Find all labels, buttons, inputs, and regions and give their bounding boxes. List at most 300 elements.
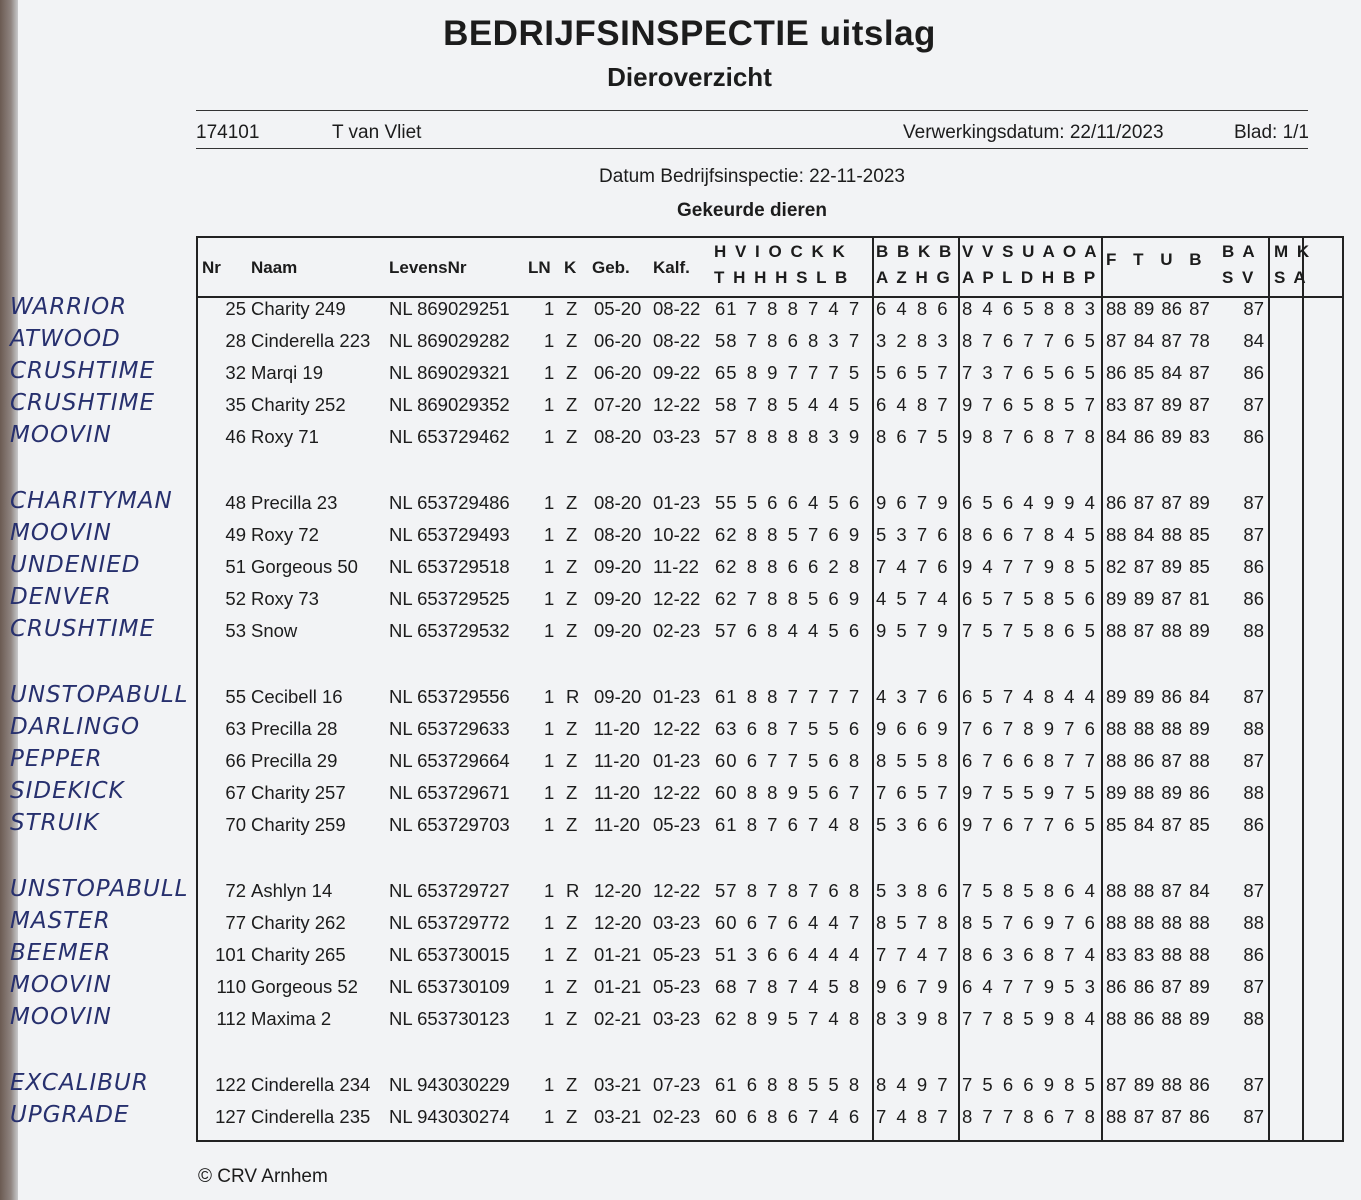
cell-nr: 122	[215, 1074, 246, 1095]
cell-naam: Cecibell 16	[251, 686, 343, 707]
cell-levensnr: NL 869029321	[389, 362, 510, 383]
cell-kalf: 03-23	[653, 912, 701, 933]
cell-geb: 01-21	[594, 976, 642, 997]
table-row	[198, 1008, 1342, 1040]
document-title: BEDRIJFSINSPECTIE uitslag	[443, 14, 936, 53]
cell-nr: 51	[225, 556, 246, 577]
table-row	[198, 298, 1342, 330]
handwritten-note: DARLINGO	[10, 714, 141, 740]
cell-k: Z	[566, 1074, 578, 1095]
table-row	[198, 976, 1342, 1008]
cell-g3: 6 5 7 4 8 4 4	[962, 686, 1096, 707]
handwritten-note: UNSTOPABULL	[10, 876, 189, 902]
cell-ftub: 84 86 89 83	[1106, 426, 1210, 447]
cell-g1: 62 8 8 5 7 6 9	[715, 524, 861, 545]
cell-bas: 87	[1243, 686, 1264, 707]
table-row	[198, 524, 1342, 556]
cell-bas: 86	[1243, 556, 1264, 577]
cell-geb: 08-20	[594, 524, 642, 545]
cell-kalf: 12-22	[653, 394, 701, 415]
cell-levensnr: NL 653730109	[389, 976, 510, 997]
cell-geb: 01-21	[594, 944, 642, 965]
cell-g2: 5 3 8 6	[876, 880, 949, 901]
cell-bas: 84	[1243, 330, 1264, 351]
cell-levensnr: NL 653730015	[389, 944, 510, 965]
cell-levensnr: NL 653729518	[389, 556, 510, 577]
cell-g3: 8 5 7 6 9 7 6	[962, 912, 1096, 933]
table-row	[198, 782, 1342, 814]
cell-ftub: 89 89 86 84	[1106, 686, 1210, 707]
cell-bas: 88	[1243, 718, 1264, 739]
cell-ftub: 89 88 89 86	[1106, 782, 1210, 803]
cell-levensnr: NL 653729772	[389, 912, 510, 933]
cell-naam: Marqi 19	[251, 362, 323, 383]
cell-geb: 03-21	[594, 1106, 642, 1127]
cell-kalf: 02-23	[653, 620, 701, 641]
cell-ln: 1	[544, 1106, 555, 1127]
cell-bas: 86	[1243, 426, 1264, 447]
cell-k: Z	[566, 718, 578, 739]
cell-naam: Precilla 23	[251, 492, 338, 513]
handwritten-note: PEPPER	[10, 746, 103, 772]
cell-bas: 87	[1243, 1106, 1264, 1127]
handwritten-note: CRUSHTIME	[10, 390, 155, 416]
cell-k: Z	[566, 1008, 578, 1029]
cell-g3: 6 4 7 7 9 5 3	[962, 976, 1096, 997]
cell-levensnr: NL 869029251	[389, 298, 510, 319]
cell-g1: 61 6 8 8 5 5 8	[715, 1074, 861, 1095]
cell-g3: 9 4 7 7 9 8 5	[962, 556, 1096, 577]
cell-naam: Maxima 2	[251, 1008, 332, 1029]
cell-ftub: 88 86 87 88	[1106, 750, 1210, 771]
cell-geb: 11-20	[594, 782, 640, 803]
sheet-number: Blad: 1/1	[1234, 122, 1309, 143]
cell-g2: 9 5 7 9	[876, 620, 949, 641]
handwritten-note: MOOVIN	[10, 1004, 112, 1030]
cell-g3: 7 3 7 6 5 6 5	[962, 362, 1096, 383]
cell-kalf: 08-22	[653, 298, 701, 319]
cell-ln: 1	[544, 492, 555, 513]
cell-ftub: 88 84 88 85	[1106, 524, 1210, 545]
handwritten-note: MOOVIN	[10, 520, 112, 546]
col-ln: LN	[528, 258, 551, 277]
col-mk-top: M K	[1274, 242, 1312, 261]
cell-ftub: 86 86 87 89	[1106, 976, 1210, 997]
cell-g1: 61 7 8 8 7 4 7	[715, 298, 861, 319]
cell-nr: 77	[225, 912, 246, 933]
col-group3-top: V V S U A O A	[962, 242, 1099, 261]
cell-ftub: 88 87 87 86	[1106, 1106, 1210, 1127]
handwritten-note: MOOVIN	[10, 972, 112, 998]
cell-g2: 5 3 7 6	[876, 524, 949, 545]
cell-kalf: 12-22	[653, 880, 701, 901]
cell-g2: 4 5 7 4	[876, 588, 949, 609]
cell-kalf: 05-23	[653, 944, 701, 965]
cell-ln: 1	[544, 620, 555, 641]
cell-g2: 9 6 6 9	[876, 718, 949, 739]
col-group2-bottom: A Z H G	[876, 268, 952, 287]
cell-ftub: 86 87 87 89	[1106, 492, 1210, 513]
cell-g1: 57 8 7 8 7 6 8	[715, 880, 861, 901]
col-group1-top: H V I O C K K	[714, 242, 847, 261]
cell-naam: Cinderella 234	[251, 1074, 371, 1095]
cell-bas: 87	[1243, 750, 1264, 771]
cell-g2: 9 6 7 9	[876, 492, 949, 513]
cell-ln: 1	[544, 298, 555, 319]
cell-nr: 70	[225, 814, 246, 835]
table-row	[198, 686, 1342, 718]
cell-bas: 88	[1243, 912, 1264, 933]
cell-naam: Ashlyn 14	[251, 880, 333, 901]
cell-nr: 67	[225, 782, 246, 803]
cell-bas: 86	[1243, 944, 1264, 965]
cell-geb: 12-20	[594, 880, 642, 901]
cell-nr: 112	[216, 1008, 246, 1029]
cell-geb: 08-20	[594, 492, 642, 513]
cell-naam: Cinderella 223	[251, 330, 371, 351]
col-group1-bottom: T H H H S L B	[714, 268, 850, 287]
cell-ftub: 87 89 88 86	[1106, 1074, 1210, 1095]
col-naam: Naam	[251, 258, 298, 277]
cell-bas: 86	[1243, 588, 1264, 609]
cell-k: Z	[566, 944, 578, 965]
cell-kalf: 01-23	[653, 750, 701, 771]
cell-ftub: 88 87 88 89	[1106, 620, 1210, 641]
cell-ftub: 88 88 87 84	[1106, 880, 1210, 901]
cell-geb: 03-21	[594, 1074, 642, 1095]
cell-ftub: 88 86 88 89	[1106, 1008, 1210, 1029]
cell-geb: 05-20	[594, 298, 642, 319]
table-row	[198, 362, 1342, 394]
cell-nr: 52	[225, 588, 246, 609]
cell-g3: 9 8 7 6 8 7 8	[962, 426, 1096, 447]
cell-ftub: 89 89 87 81	[1106, 588, 1210, 609]
cell-geb: 09-20	[594, 556, 642, 577]
cell-kalf: 11-22	[653, 556, 699, 577]
handwritten-note: BEEMER	[10, 940, 112, 966]
cell-g2: 7 4 7 6	[876, 556, 949, 577]
cell-g1: 58 7 8 5 4 4 5	[715, 394, 861, 415]
cell-nr: 28	[225, 330, 246, 351]
cell-g1: 58 7 8 6 8 3 7	[715, 330, 861, 351]
cell-kalf: 03-23	[653, 426, 701, 447]
col-kalf: Kalf.	[653, 258, 690, 277]
document-subtitle: Dieroverzicht	[607, 62, 772, 92]
cell-geb: 11-20	[594, 814, 640, 835]
cell-levensnr: NL 653729525	[389, 588, 510, 609]
cell-g2: 8 3 9 8	[876, 1008, 949, 1029]
cell-naam: Roxy 72	[251, 524, 319, 545]
cell-nr: 48	[225, 492, 246, 513]
cell-geb: 09-20	[594, 620, 642, 641]
cell-kalf: 12-22	[653, 718, 701, 739]
cell-levensnr: NL 653729664	[389, 750, 510, 771]
cell-kalf: 02-23	[653, 1106, 701, 1127]
cell-k: Z	[566, 976, 578, 997]
cell-levensnr: NL 653729462	[389, 426, 510, 447]
cell-g3: 8 4 6 5 8 8 3	[962, 298, 1096, 319]
cell-levensnr: NL 653729671	[389, 782, 510, 803]
cell-bas: 87	[1243, 524, 1264, 545]
cell-geb: 09-20	[594, 588, 642, 609]
header-rule-top	[196, 110, 1308, 111]
cell-ln: 1	[544, 814, 555, 835]
handwritten-note: CHARITYMAN	[10, 488, 173, 514]
cell-kalf: 01-23	[653, 686, 701, 707]
cell-levensnr: NL 869029352	[389, 394, 510, 415]
cell-bas: 87	[1243, 298, 1264, 319]
cell-bas: 87	[1243, 1074, 1264, 1095]
cell-k: Z	[566, 330, 578, 351]
handwritten-note: MASTER	[10, 908, 111, 934]
cell-nr: 32	[225, 362, 246, 383]
cell-nr: 72	[225, 880, 246, 901]
col-ba-bottom: S V	[1222, 268, 1256, 287]
cell-naam: Cinderella 235	[251, 1106, 371, 1127]
cell-g3: 7 6 7 8 9 7 6	[962, 718, 1096, 739]
table-row	[198, 880, 1342, 912]
cell-ln: 1	[544, 750, 555, 771]
cell-ln: 1	[544, 976, 555, 997]
cell-naam: Charity 257	[251, 782, 346, 803]
cell-k: Z	[566, 620, 578, 641]
cell-ln: 1	[544, 362, 555, 383]
cell-g2: 7 6 5 7	[876, 782, 949, 803]
handwritten-note: CRUSHTIME	[10, 358, 155, 384]
cell-k: Z	[566, 524, 578, 545]
cell-g2: 8 4 9 7	[876, 1074, 949, 1095]
cell-naam: Gorgeous 52	[251, 976, 358, 997]
cell-g1: 60 6 8 6 7 4 6	[715, 1106, 861, 1127]
cell-g1: 60 8 8 9 5 6 7	[715, 782, 861, 803]
cell-naam: Precilla 28	[251, 718, 338, 739]
table-row	[198, 588, 1342, 620]
cell-nr: 66	[225, 750, 246, 771]
handwritten-note: EXCALIBUR	[10, 1070, 149, 1096]
cell-kalf: 08-22	[653, 330, 701, 351]
cell-k: Z	[566, 394, 578, 415]
cell-levensnr: NL 869029282	[389, 330, 510, 351]
cell-k: Z	[566, 912, 578, 933]
col-group2-top: B B K B	[876, 242, 954, 261]
cell-naam: Snow	[251, 620, 298, 641]
cell-k: Z	[566, 298, 578, 319]
col-nr: Nr	[202, 258, 221, 277]
cell-g3: 8 6 6 7 8 4 5	[962, 524, 1096, 545]
table-row	[198, 394, 1342, 426]
cell-geb: 02-21	[594, 1008, 642, 1029]
cell-nr: 25	[225, 298, 246, 319]
col-ftub: F T U B	[1106, 250, 1202, 269]
col-group3-bottom: A P L D H B P	[962, 268, 1098, 287]
cell-ftub: 83 87 89 87	[1106, 394, 1210, 415]
cell-k: Z	[566, 782, 578, 803]
footer-copyright: © CRV Arnhem	[198, 1166, 328, 1187]
cell-kalf: 03-23	[653, 1008, 701, 1029]
col-levensnr: LevensNr	[389, 258, 467, 277]
cell-k: R	[566, 880, 580, 901]
cell-ln: 1	[544, 524, 555, 545]
cell-g2: 8 6 7 5	[876, 426, 949, 447]
handwritten-note: UNSTOPABULL	[10, 682, 189, 708]
handwritten-note: SIDEKICK	[10, 778, 125, 804]
cell-g3: 7 7 8 5 9 8 4	[962, 1008, 1096, 1029]
cell-k: Z	[566, 750, 578, 771]
cell-kalf: 09-22	[653, 362, 701, 383]
cell-geb: 11-20	[594, 750, 640, 771]
cell-nr: 55	[225, 686, 246, 707]
handwritten-note: CRUSHTIME	[10, 616, 155, 642]
cell-g3: 9 7 5 5 9 7 5	[962, 782, 1096, 803]
cell-ftub: 88 88 88 88	[1106, 912, 1210, 933]
handwritten-note: UNDENIED	[10, 552, 141, 578]
cell-nr: 101	[215, 944, 246, 965]
cell-ln: 1	[544, 588, 555, 609]
cell-g3: 8 6 3 6 8 7 4	[962, 944, 1096, 965]
cell-geb: 06-20	[594, 330, 642, 351]
cell-g1: 68 7 8 7 4 5 8	[715, 976, 861, 997]
cell-g3: 7 5 8 5 8 6 4	[962, 880, 1096, 901]
cell-kalf: 07-23	[653, 1074, 701, 1095]
cell-naam: Charity 265	[251, 944, 346, 965]
cell-k: Z	[566, 426, 578, 447]
animal-table	[196, 236, 1344, 1142]
cell-levensnr: NL 653729486	[389, 492, 510, 513]
cell-nr: 127	[215, 1106, 246, 1127]
cell-g1: 61 8 7 6 7 4 8	[715, 814, 861, 835]
cell-g2: 8 5 7 8	[876, 912, 949, 933]
cell-g2: 9 6 7 9	[876, 976, 949, 997]
table-row	[198, 912, 1342, 944]
handwritten-note: ATWOOD	[10, 326, 121, 352]
handwritten-note: STRUIK	[10, 810, 100, 836]
cell-levensnr: NL 943030274	[389, 1106, 510, 1127]
cell-ln: 1	[544, 1074, 555, 1095]
cell-ln: 1	[544, 556, 555, 577]
cell-levensnr: NL 653730123	[389, 1008, 510, 1029]
cell-k: Z	[566, 588, 578, 609]
cell-g3: 7 5 6 6 9 8 5	[962, 1074, 1096, 1095]
cell-bas: 88	[1243, 782, 1264, 803]
cell-ln: 1	[544, 944, 555, 965]
cell-g1: 57 6 8 4 4 5 6	[715, 620, 861, 641]
table-row	[198, 1074, 1342, 1106]
table-row	[198, 718, 1342, 750]
cell-g1: 62 8 9 5 7 4 8	[715, 1008, 861, 1029]
cell-g2: 7 7 4 7	[876, 944, 949, 965]
cell-g1: 63 6 8 7 5 5 6	[715, 718, 861, 739]
cell-levensnr: NL 653729703	[389, 814, 510, 835]
col-mk-bottom: S A	[1274, 268, 1308, 287]
cell-kalf: 12-22	[653, 782, 701, 803]
cell-g3: 8 7 7 8 6 7 8	[962, 1106, 1096, 1127]
cell-ftub: 88 89 86 87	[1106, 298, 1210, 319]
cell-naam: Roxy 71	[251, 426, 319, 447]
cell-levensnr: NL 653729493	[389, 524, 510, 545]
table-row	[198, 426, 1342, 458]
cell-nr: 46	[225, 426, 246, 447]
table-row	[198, 620, 1342, 652]
cell-levensnr: NL 653729633	[389, 718, 510, 739]
cell-bas: 88	[1243, 620, 1264, 641]
cell-g2: 6 4 8 7	[876, 394, 949, 415]
cell-bas: 87	[1243, 492, 1264, 513]
cell-g1: 61 8 8 7 7 7 7	[715, 686, 861, 707]
cell-k: Z	[566, 492, 578, 513]
cell-nr: 35	[225, 394, 246, 415]
cell-g1: 62 7 8 8 5 6 9	[715, 588, 861, 609]
cell-bas: 87	[1243, 976, 1264, 997]
cell-naam: Charity 259	[251, 814, 346, 835]
cell-kalf: 10-22	[653, 524, 701, 545]
processing-date: Verwerkingsdatum: 22/11/2023	[903, 122, 1164, 143]
cell-naam: Charity 252	[251, 394, 346, 415]
cell-g3: 6 5 7 5 8 5 6	[962, 588, 1096, 609]
table-row	[198, 492, 1342, 524]
col-ba-top: B A	[1222, 242, 1257, 261]
cell-bas: 87	[1243, 394, 1264, 415]
cell-ftub: 87 84 87 78	[1106, 330, 1210, 351]
cell-geb: 11-20	[594, 718, 640, 739]
cell-naam: Precilla 29	[251, 750, 338, 771]
document-page	[10, 0, 1361, 1200]
table-row	[198, 1106, 1342, 1138]
cell-g1: 60 6 7 6 4 4 7	[715, 912, 861, 933]
cell-geb: 12-20	[594, 912, 642, 933]
handwritten-note: WARRIOR	[10, 294, 128, 320]
cell-bas: 87	[1243, 880, 1264, 901]
cell-kalf: 05-23	[653, 814, 701, 835]
cell-ln: 1	[544, 1008, 555, 1029]
cell-g2: 5 3 6 6	[876, 814, 949, 835]
cell-ftub: 88 88 88 89	[1106, 718, 1210, 739]
cell-ln: 1	[544, 686, 555, 707]
cell-bas: 86	[1243, 814, 1264, 835]
table-row	[198, 944, 1342, 976]
col-geb: Geb.	[592, 258, 630, 277]
cell-k: Z	[566, 814, 578, 835]
cell-k: R	[566, 686, 580, 707]
cell-kalf: 05-23	[653, 976, 701, 997]
cell-nr: 110	[216, 976, 246, 997]
cell-k: Z	[566, 362, 578, 383]
cell-ftub: 83 83 88 88	[1106, 944, 1210, 965]
table-row	[198, 750, 1342, 782]
cell-g2: 6 4 8 6	[876, 298, 949, 319]
cell-ln: 1	[544, 718, 555, 739]
table-row	[198, 330, 1342, 362]
cell-levensnr: NL 653729727	[389, 880, 510, 901]
cell-ftub: 86 85 84 87	[1106, 362, 1210, 383]
cell-levensnr: NL 653729532	[389, 620, 510, 641]
cell-ftub: 82 87 89 85	[1106, 556, 1210, 577]
cell-geb: 07-20	[594, 394, 642, 415]
cell-kalf: 01-23	[653, 492, 701, 513]
cell-ln: 1	[544, 880, 555, 901]
cell-nr: 53	[225, 620, 246, 641]
cell-g1: 51 3 6 6 4 4 4	[715, 944, 861, 965]
cell-geb: 09-20	[594, 686, 642, 707]
cell-g2: 4 3 7 6	[876, 686, 949, 707]
cell-g3: 7 5 7 5 8 6 5	[962, 620, 1096, 641]
cell-kalf: 12-22	[653, 588, 701, 609]
handwritten-note: MOOVIN	[10, 422, 112, 448]
cell-naam: Charity 249	[251, 298, 346, 319]
table-row	[198, 556, 1342, 588]
section-title: Gekeurde dieren	[677, 200, 827, 221]
cell-levensnr: NL 943030229	[389, 1074, 510, 1095]
cell-ln: 1	[544, 394, 555, 415]
